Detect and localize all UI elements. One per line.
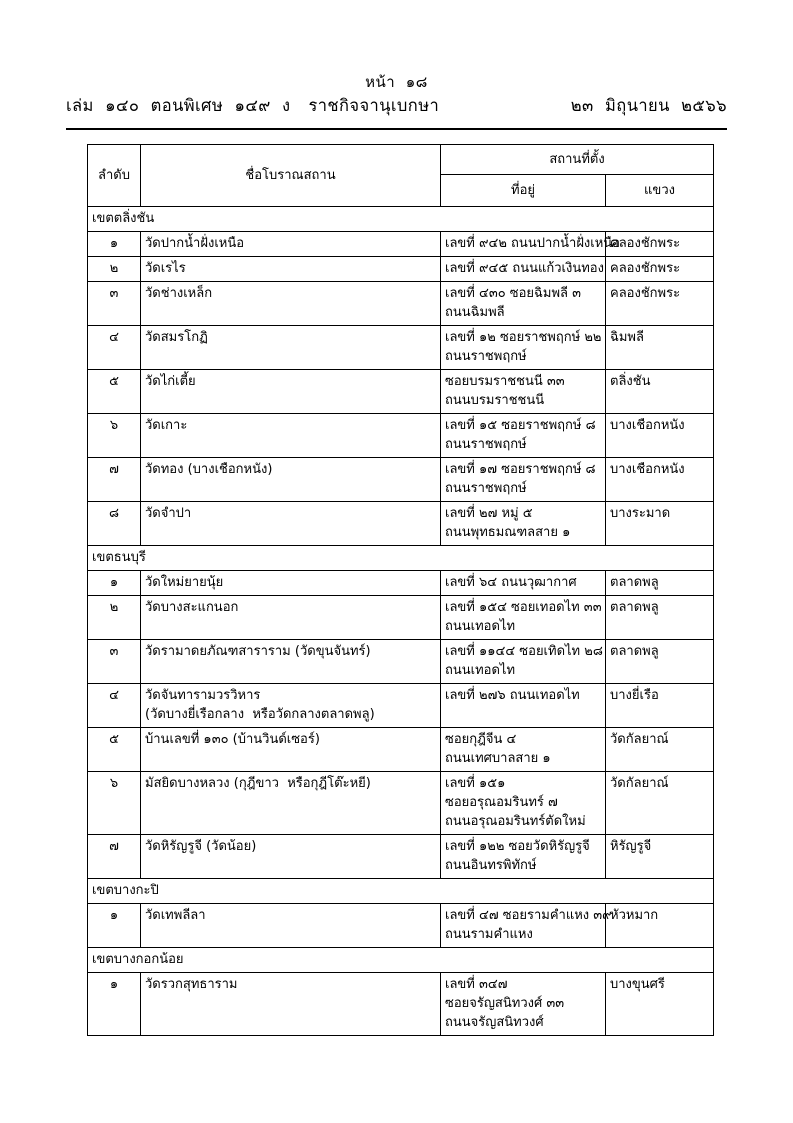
address-line: ถนนราชพฤกษ์ (445, 481, 527, 496)
cell-subdistrict: บางเชือกหนัง (606, 414, 714, 458)
cell-subdistrict: คลองชักพระ (606, 232, 714, 257)
cell-order: ๖ (88, 772, 141, 835)
address-line: ซอยกุฎีจีน ๔ (445, 732, 517, 747)
cell-site-name (141, 973, 441, 1036)
address-line: เลขที่ ๙๔๒ ถนนปากน้ำฝั่งเหนือ (445, 236, 620, 251)
site-name-line: วัดสมรโกฏิ (145, 330, 208, 345)
cell-address (441, 502, 606, 546)
address-line: เลขที่ ๑๕๑ (445, 776, 506, 791)
cell-address (441, 973, 606, 1036)
district-section-row (88, 879, 714, 904)
cell-site-name (141, 502, 441, 546)
cell-order: ๘ (88, 502, 141, 546)
cell-site-name (141, 370, 441, 414)
cell-subdistrict: ตลาดพลู (606, 596, 714, 640)
address-line: ซอยจรัญสนิทวงศ์ ๓๓ (445, 996, 565, 1011)
table-row (88, 502, 714, 546)
table-row (88, 640, 714, 684)
cell-subdistrict: หัวหมาก (606, 904, 714, 948)
cell-order: ๗ (88, 458, 141, 502)
district-section-title: เขตบางกอกน้อย (88, 948, 714, 973)
column-header-address: ที่อยู่ (441, 175, 606, 207)
row-spacer (145, 793, 436, 812)
cell-order: ๒ (88, 596, 141, 640)
address-line: ถนนบรมราชชนนี (445, 393, 545, 408)
row-spacer (145, 435, 436, 454)
column-header-location: สถานที่ตั้ง (441, 145, 714, 175)
cell-site-name (141, 684, 441, 728)
cell-address (441, 414, 606, 458)
publication-date: ๒๓ มิถุนายน ๒๕๖๖ (570, 96, 727, 115)
address-line: ซอยบรมราชชนนี ๓๓ (445, 374, 565, 389)
site-name-line: วัดจันทารามวรวิหาร (145, 688, 261, 703)
table-header-row-1 (88, 145, 714, 175)
cell-site-name (141, 772, 441, 835)
masthead-divider (66, 128, 727, 130)
cell-site-name (141, 458, 441, 502)
table-row (88, 571, 714, 596)
cell-address (441, 458, 606, 502)
address-line: เลขที่ ๑๕๔ ซอยเทอดไท ๓๓ (445, 600, 602, 615)
row-spacer (145, 617, 436, 636)
cell-address (441, 684, 606, 728)
cell-order: ๓ (88, 282, 141, 326)
address-line: เลขที่ ๔๗ ซอยรามคำแหง ๓๙ (445, 908, 612, 923)
site-name-line: วัดปากน้ำฝั่งเหนือ (145, 236, 245, 251)
cell-site-name (141, 326, 441, 370)
site-name-line: บ้านเลขที่ ๑๓๐ (บ้านวินด์เซอร์) (145, 732, 320, 747)
address-line: ถนนอรุณอมรินทร์ตัดใหม่ (445, 814, 586, 829)
site-name-line: วัดบางสะแกนอก (145, 600, 239, 615)
address-line: เลขที่ ๑๕ ซอยราชพฤกษ์ ๘ (445, 418, 596, 433)
cell-order: ๕ (88, 728, 141, 772)
cell-site-name (141, 232, 441, 257)
address-line: เลขที่ ๙๔๕ ถนนแก้วเงินทอง (445, 261, 604, 276)
cell-order: ๓ (88, 640, 141, 684)
table-row (88, 596, 714, 640)
site-name-line: (วัดบางยี่เรือกลาง หรือวัดกลางตลาดพลู) (145, 707, 375, 722)
site-name-line: วัดใหม่ยายนุ้ย (145, 575, 224, 590)
site-name-line: วัดรามาดยภัณฑสาราราม (วัดขุนจันทร์) (145, 644, 371, 659)
page-number: หน้า ๑๘ (365, 73, 428, 91)
address-line: ถนนรามคำแหง (445, 927, 533, 942)
cell-site-name (141, 282, 441, 326)
row-spacer (145, 749, 436, 768)
table-row (88, 232, 714, 257)
table-row (88, 414, 714, 458)
cell-site-name (141, 571, 441, 596)
table-row (88, 835, 714, 879)
row-spacer (145, 303, 436, 322)
address-line: ถนนราชพฤกษ์ (445, 349, 527, 364)
cell-address (441, 257, 606, 282)
address-line: เลขที่ ๑๒ ซอยราชพฤกษ์ ๒๒ (445, 330, 602, 345)
address-line: เลขที่ ๓๔๗ (445, 977, 508, 992)
address-line: เลขที่ ๑๗ ซอยราชพฤกษ์ ๘ (445, 462, 596, 477)
masthead (66, 72, 727, 118)
cell-order: ๑ (88, 571, 141, 596)
address-line: ถนนอินทรพิทักษ์ (445, 858, 537, 873)
cell-subdistrict: บางเชือกหนัง (606, 458, 714, 502)
site-name-line: วัดไก่เตี้ย (145, 374, 196, 389)
column-header-order: ลำดับ (88, 145, 141, 207)
address-line: เลขที่ ๑๑๔๔ ซอยเทิดไท ๒๘ (445, 644, 603, 659)
cell-subdistrict: หิรัญรูจี (606, 835, 714, 879)
cell-address (441, 282, 606, 326)
table-row (88, 728, 714, 772)
row-spacer (145, 347, 436, 366)
cell-address (441, 728, 606, 772)
cell-address (441, 370, 606, 414)
cell-site-name (141, 257, 441, 282)
cell-site-name (141, 640, 441, 684)
site-name-line: มัสยิดบางหลวง (กุฎีขาว หรือกุฎีโต๊ะหยี) (145, 776, 371, 791)
site-name-line: วัดจำปา (145, 506, 192, 521)
volume-issue: เล่ม ๑๔๐ ตอนพิเศษ ๑๔๙ ง (66, 96, 291, 115)
cell-subdistrict: บางระมาด (606, 502, 714, 546)
table-row (88, 973, 714, 1036)
cell-address (441, 640, 606, 684)
district-section-row (88, 546, 714, 571)
district-section-title: เขตบางกะปิ (88, 879, 714, 904)
address-line: เลขที่ ๑๒๒ ซอยวัดหิรัญรูจี (445, 839, 590, 854)
cell-subdistrict: วัดกัลยาณ์ (606, 772, 714, 835)
cell-address (441, 904, 612, 948)
address-line: ถนนเทอดไท (445, 619, 516, 634)
table-row (88, 326, 714, 370)
table-head (88, 145, 714, 207)
address-line: ซอยอรุณอมรินทร์ ๗ (445, 795, 558, 810)
district-section-title: เขตธนบุรี (88, 546, 714, 571)
cell-address (441, 571, 606, 596)
table-row (88, 458, 714, 502)
cell-subdistrict: ตลาดพลู (606, 571, 714, 596)
site-name-line: วัดเทพลีลา (145, 908, 206, 923)
row-spacer (145, 812, 436, 831)
cell-subdistrict: คลองชักพระ (606, 257, 714, 282)
cell-address (441, 326, 606, 370)
row-spacer (145, 661, 436, 680)
cell-address (441, 772, 606, 835)
address-line: ถนนเทอดไท (445, 663, 516, 678)
address-line: เลขที่ ๔๓๐ ซอยฉิมพลี ๓ (445, 286, 582, 301)
cell-site-name (141, 728, 441, 772)
cell-subdistrict: ตลาดพลู (606, 640, 714, 684)
row-spacer (145, 1013, 436, 1032)
cell-subdistrict: บางยี่เรือ (606, 684, 714, 728)
row-spacer (145, 523, 436, 542)
cell-site-name (141, 414, 441, 458)
site-name-line: วัดเรไร (145, 261, 186, 276)
table-row (88, 772, 714, 835)
row-spacer (145, 994, 436, 1013)
cell-order: ๕ (88, 370, 141, 414)
cell-order: ๑ (88, 904, 141, 948)
address-line: ถนนจรัญสนิทวงศ์ (445, 1015, 544, 1030)
row-spacer (145, 479, 436, 498)
site-name-line: วัดเกาะ (145, 418, 188, 433)
table-body (88, 207, 714, 1036)
cell-subdistrict: บางขุนศรี (606, 973, 714, 1036)
row-spacer (145, 856, 436, 875)
masthead-line (66, 94, 727, 118)
site-name-line: วัดหิรัญรูจี (วัดน้อย) (145, 839, 257, 854)
column-header-site-name: ชื่อโบราณสถาน (141, 145, 441, 207)
cell-order: ๖ (88, 414, 141, 458)
cell-subdistrict: ฉิมพลี (606, 326, 714, 370)
cell-subdistrict: วัดกัลยาณ์ (606, 728, 714, 772)
address-line: เลขที่ ๖๔ ถนนวุฒากาศ (445, 575, 577, 590)
site-name-line: วัดทอง (บางเชือกหนัง) (145, 462, 273, 477)
table-row (88, 370, 714, 414)
cell-order: ๑ (88, 973, 141, 1036)
cell-address (441, 596, 606, 640)
sites-table-wrapper (87, 144, 713, 1036)
cell-order: ๔ (88, 326, 141, 370)
cell-subdistrict: ตลิ่งชัน (606, 370, 714, 414)
address-line: ถนนราชพฤกษ์ (445, 437, 527, 452)
table-row (88, 257, 714, 282)
table-row (88, 282, 714, 326)
publication-title: ราชกิจจานุเบกษา (308, 96, 440, 115)
district-section-title: เขตตลิ่งชัน (88, 207, 714, 232)
address-line: เลขที่ ๒๗๖ ถนนเทอดไท (445, 688, 580, 703)
row-spacer (145, 925, 436, 944)
ancient-sites-table (87, 144, 714, 1036)
cell-address (441, 835, 606, 879)
table-row (88, 684, 714, 728)
site-name-line: วัดรวกสุทธาราม (145, 977, 238, 992)
cell-order: ๗ (88, 835, 141, 879)
cell-address (441, 232, 620, 257)
cell-site-name (141, 835, 441, 879)
cell-order: ๒ (88, 257, 141, 282)
address-line: ถนนเทศบาลสาย ๑ (445, 751, 551, 766)
site-name-line: วัดช่างเหล็ก (145, 286, 213, 301)
address-line: ถนนพุทธมณฑลสาย ๑ (445, 525, 571, 540)
cell-site-name (141, 596, 441, 640)
cell-order: ๑ (88, 232, 141, 257)
district-section-row (88, 948, 714, 973)
row-spacer (145, 391, 436, 410)
cell-order: ๔ (88, 684, 141, 728)
cell-subdistrict: คลองชักพระ (606, 282, 714, 326)
column-header-subdistrict: แขวง (606, 175, 714, 207)
cell-site-name (141, 904, 441, 948)
address-line: ถนนฉิมพลี (445, 305, 505, 320)
address-line: เลขที่ ๒๗ หมู่ ๕ (445, 506, 533, 521)
district-section-row (88, 207, 714, 232)
table-row (88, 904, 714, 948)
